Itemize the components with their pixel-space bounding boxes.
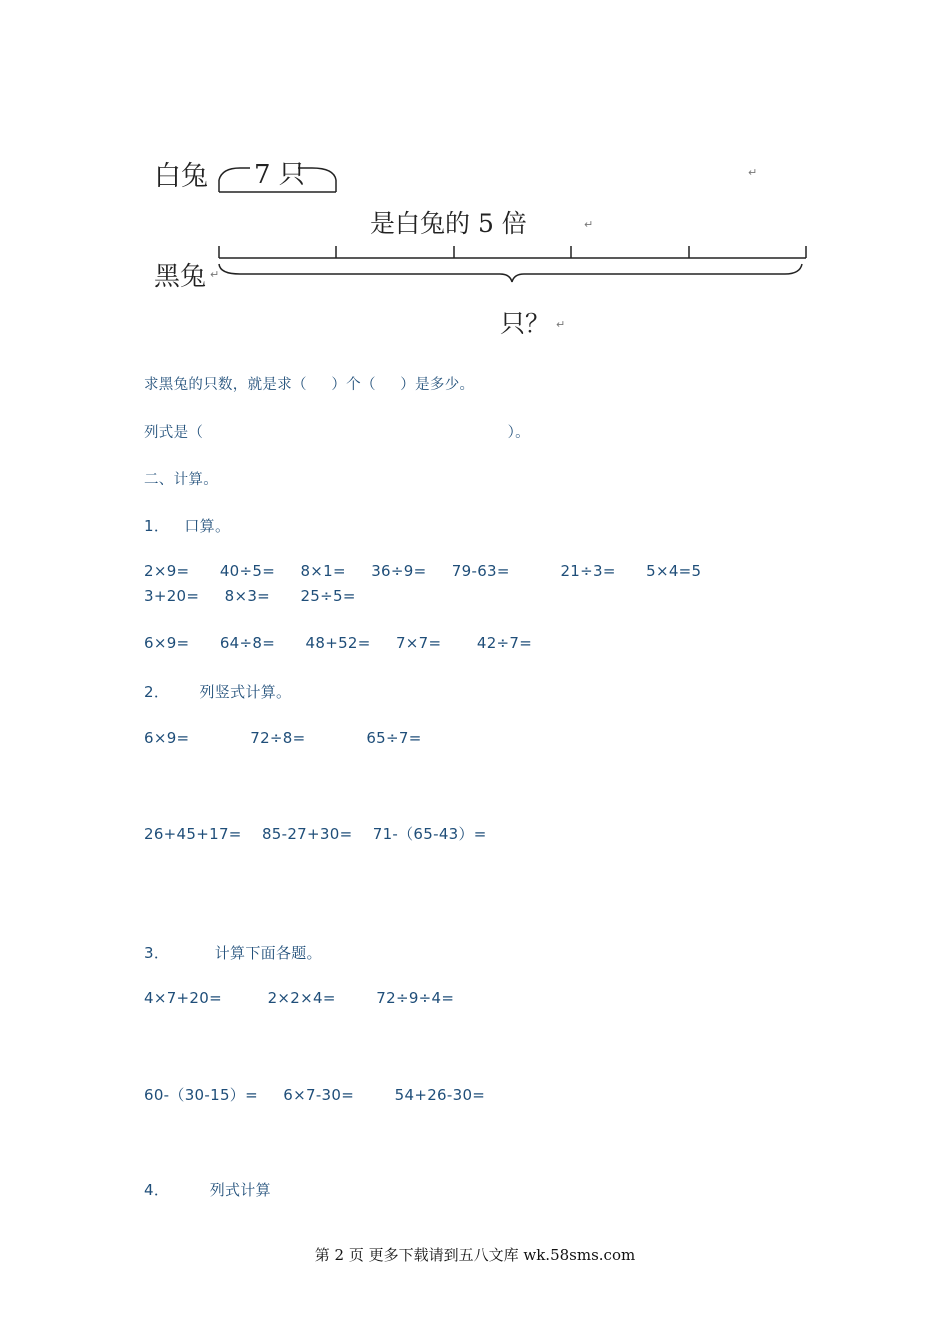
section-heading: 二、计算。	[144, 472, 218, 488]
white-rabbit-label: 白兔	[154, 161, 208, 192]
item-1-heading: 1． 口算。	[144, 517, 231, 535]
bar-diagram	[140, 140, 840, 350]
question-formula: 列式是（ ）。	[144, 425, 530, 441]
vertical-row-2: 26+45+17= 85-27+30= 71-（65-43）=	[144, 825, 487, 843]
page-footer: 第 2 页 更多下载请到五八文库 wk.58sms.com	[314, 1246, 636, 1264]
return-mark-icon: ↵	[584, 218, 594, 231]
bar-diagram-lines	[140, 140, 840, 350]
black-rabbit-label: 黑兔	[154, 262, 207, 292]
return-mark-icon: ↵	[748, 166, 758, 179]
question-find: 求黑兔的只数，就是求（ ）个（ ）是多少。	[144, 377, 475, 393]
oral-row-1: 2×9= 40÷5= 8×1= 36÷9= 79-63= 21÷3= 5×4=5	[144, 562, 702, 580]
calc-row-1: 4×7+20= 2×2×4= 72÷9÷4=	[144, 989, 455, 1007]
question-label: 只？	[500, 309, 551, 338]
oral-row-2: 3+20= 8×3= 25÷5=	[144, 587, 356, 605]
item-2-heading: 2． 列竖式计算。	[144, 683, 292, 701]
oral-row-3: 6×9= 64÷8= 48+52= 7×7= 42÷7=	[144, 634, 533, 652]
item-4-heading: 4． 列式计算	[144, 1181, 271, 1199]
times-label: 是白兔的 5 倍	[370, 209, 527, 238]
return-mark-icon: ↵	[556, 318, 566, 331]
return-mark-icon: ↵	[210, 268, 220, 281]
item-3-heading: 3． 计算下面各题。	[144, 944, 322, 962]
calc-row-2: 60-（30-15）= 6×7-30= 54+26-30=	[144, 1086, 486, 1104]
vertical-row-1: 6×9= 72÷8= 65÷7=	[144, 729, 422, 747]
white-rabbit-count: 7 只	[254, 160, 305, 190]
